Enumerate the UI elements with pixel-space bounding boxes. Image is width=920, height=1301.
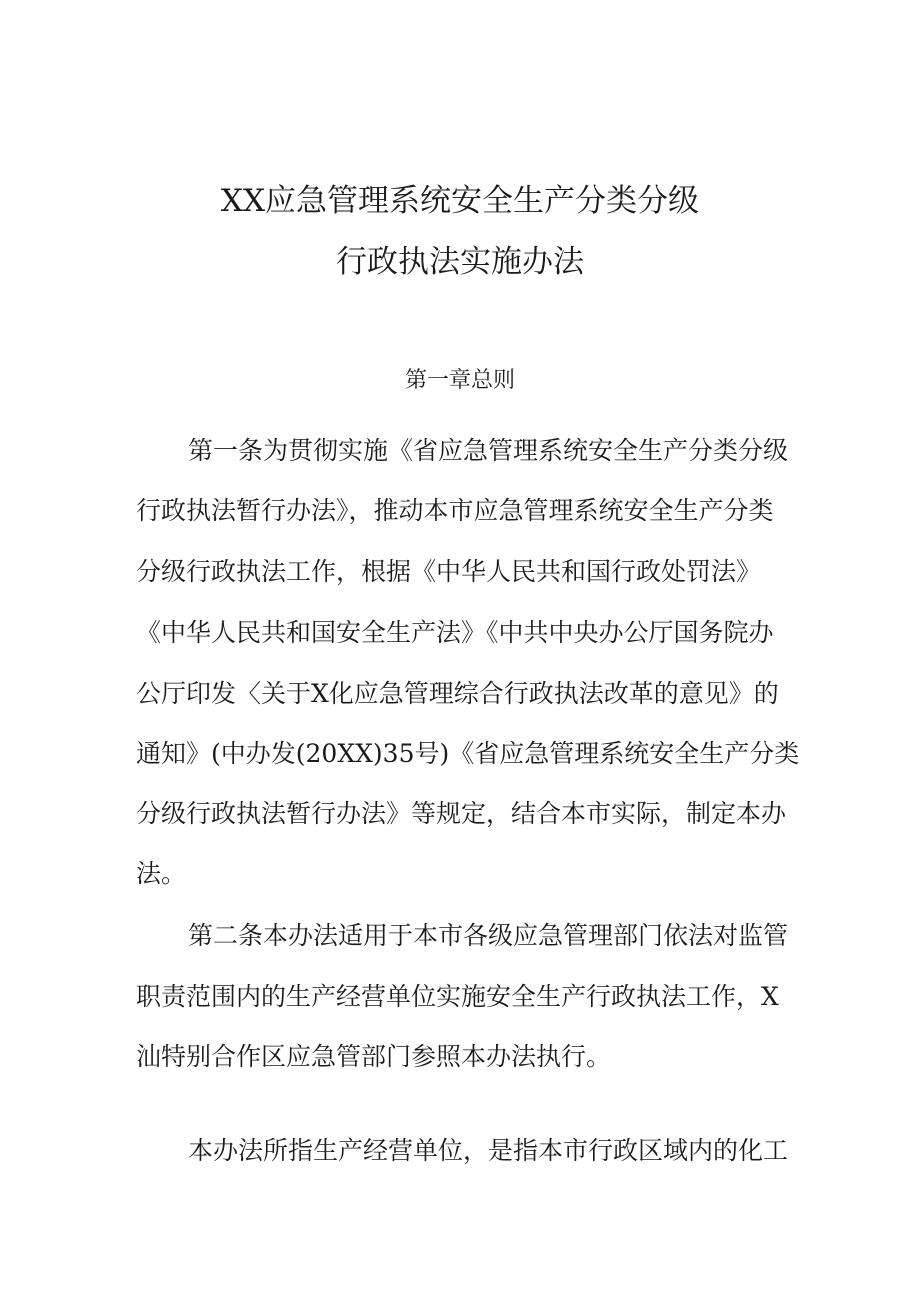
article-1-line: 法。	[136, 859, 187, 888]
article-1-line: 《中华人民共和国安全生产法》《中共中央办公厅国务院办	[136, 618, 774, 647]
article-1-line: 公厅印发〈关于X化应急管理综合行政执法改革的意见》的	[136, 679, 779, 708]
article-1-line: 第一条为贯彻实施《省应急管理系统安全生产分类分级	[188, 436, 789, 465]
chapter-heading: 第一章总则	[404, 368, 515, 393]
article-2-line: 第二条本办法适用于本市各级应急管理部门依法对监管	[188, 921, 789, 950]
article-1-line: 分级行政执法工作，根据《中华人民共和国行政处罚法》	[136, 557, 762, 586]
article-2-line: 职责范围内的生产经营单位实施安全生产行政执法工作，X	[136, 982, 779, 1011]
document-title-line-2: 行政执法实施办法	[336, 244, 584, 280]
paragraph-3-line: 本办法所指生产经营单位，是指本市行政区域内的化工	[188, 1136, 789, 1165]
article-1-line: 通知》(中办发(20XX)35号)《省应急管理系统安全生产分类	[136, 739, 800, 768]
document-title-line-1: XX应急管理系统安全生产分类分级	[220, 183, 700, 219]
article-1-line: 分级行政执法暂行办法》等规定，结合本市实际，制定本办	[136, 799, 787, 828]
article-2-line: 汕特别合作区应急管部门参照本办法执行。	[136, 1042, 612, 1071]
article-1-line: 行政执法暂行办法》，推动本市应急管理系统安全生产分类	[136, 496, 774, 525]
